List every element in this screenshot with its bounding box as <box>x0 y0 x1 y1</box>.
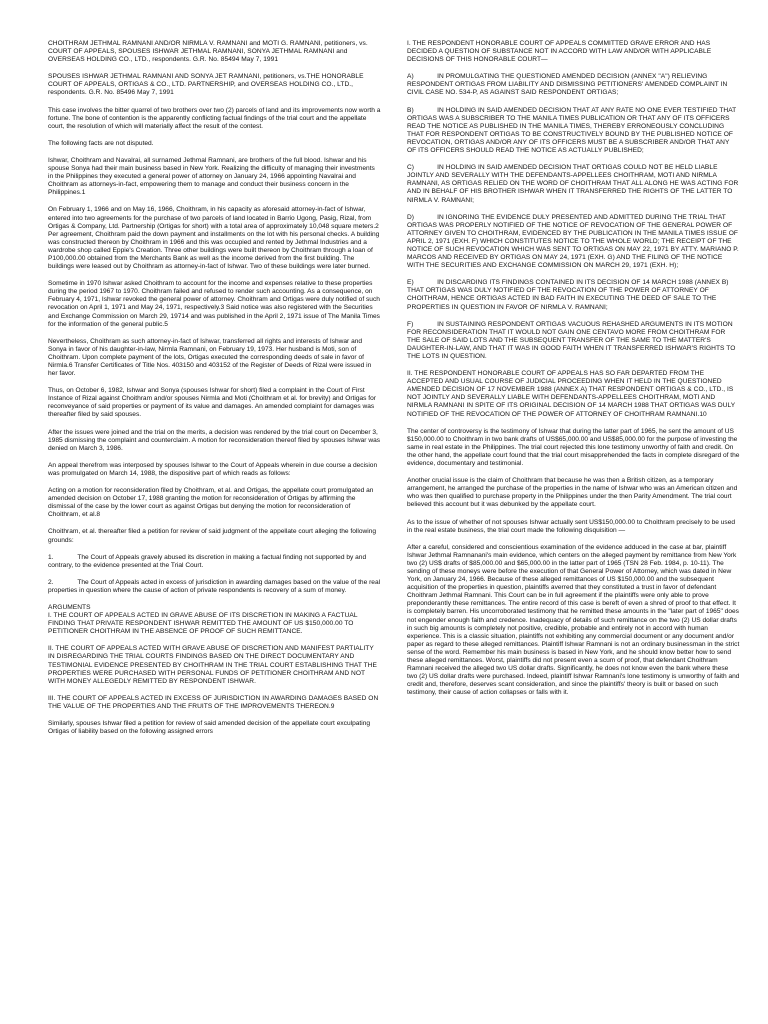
right-column <box>407 40 740 1024</box>
arguments-2: II. THE COURT OF APPEALS ACTED WITH GRAVE ABUSE OF DISCRETION AND MANIFEST PARTIALITY IN DISREGARDING THE TRIAL COURTS FINDINGS BASED ON THE DIRECT DOCUMENTARY AND TESTIMONIAL EVIDENCE PRESENTED BY CHOITHRAM IN THE TRIAL COURT ESTABLISHING THAT THE PROPERTIES WERE PURCHASED WITH PERSONAL FUNDS OF PETITIONER CHOITHRAM AND NOT WITH MONEY ALLEGEDLY REMITTED BY RESPONDENT ISHWAR. <box>48 645 379 685</box>
paragraph-controversy: The center of controversy is the testimony of Ishwar that during the latter part of 1965, he sent the amount of US $150,000.00 to Choithram in two bank drafts of US$65,000.00 and US$85,000.00 for the purpose of investing the same in real estate in the Philippines. The trial court rejected this lone testimony unworthy of faith and credit. On the other hand, the appellate court found that the trial court misapprehended the facts in complete disregard of the evidence, documentary and testimonial. <box>407 427 742 468</box>
ground-2: 2. The Court of Appeals acted in excess of jurisdiction in awarding damages based on the value of the real properties in question where the cause of action of private respondents is recovery of a sum of money. <box>48 578 382 594</box>
error-d: D) IN IGNORING THE EVIDENCE DULY PRESENTED AND ADMITTED DURING THE TRIAL THAT ORTIGAS WAS PROPERLY NOTIFIED OF THE NOTICE OF REVOCATION OF THE GENERAL POWER OF ATTORNEY GIVEN TO CHOITHRAM, EVIDENCED BY THE PUBLICATION IN THE MANILA TIMES ISSUE OF APRIL 2, 1971 (EXH. F) WHICH CONSTITUTES NOTICE TO THE WHOLE WORLD; THE RECEIPT OF THE NOTICE OF SUCH REVOCATION WHICH WAS SENT TO ORTIGAS ON MAY 22, 1971 BY ATTY. MARIANO P. MARCOS AND RECEIVED BY ORTIGAS ON MAY 24, 1971 (EXH. G) AND THE FILING OF THE NOTICE WITH THE SECURITIES AND EXCHANGE COMMISSION ON MARCH 29, 1971 (EXH. H); <box>407 213 741 270</box>
paragraph-brothers: Ishwar, Choithram and Navalrai, all surnamed Jethmal Ramnani, are brothers of the full blood. Ishwar and his spouse Sonya had their main business based in New York. Realizing the difficulty of managing their investments in the Philippines they executed a general power of attorney on January 24, 1966 appointing Navalrai and Choithram as attorneys-in-fact, empowering them to manage and conduct their business concern in the Philippines.1 <box>48 156 377 197</box>
error-f: F) IN SUSTAINING RESPONDENT ORTIGAS VACUOUS REHASHED ARGUMENTS IN ITS MOTION FOR RECONSIDERATION THAT IT WOULD NOT GAIN ONE CENTAVO MORE FROM CHOITHRAM FOR THE SALE OF SAID LOTS AND THE SUBSEQUENT TRANSFER OF THE SAME TO THE MATTER'S DAUGHTER-IN-LAW, AND THAT IT WAS IN GOOD FAITH WHEN IT TRANSFERRED ISHWAR'S RIGHTS TO THE LOTS IN QUESTION. <box>407 320 738 360</box>
paragraph-undisputed: The following facts are not disputed. <box>48 139 154 147</box>
error-b: B) IN HOLDING IN SAID AMENDED DECISION THAT AT ANY RATE NO ONE EVER TESTIFIED THAT ORTIGAS WAS A SUBSCRIBER TO THE MANILA TIMES PUBLICATION OR THAT ANY OF ITS OFFICERS READ THE NOTICE AS PUBLISHED IN THE MANILA TIMES, THEREBY ERRONEOUSLY CONCLUDING THAT FOR RESPONDENT ORTIGAS TO BE CONSTRUCTIVELY BOUND BY THE PUBLISHED NOTICE OF REVOCATION, ORTIGAS AND/OR ANY OF ITS OFFICERS MUST BE A SUBSCRIBER AND/OR THAT ANY OF ITS OFFICERS SHOULD READ THE NOTICE AS ACTUALLY PUBLISHED; <box>407 106 739 155</box>
case-caption-85496: SPOUSES ISHWAR JETHMAL RAMNANI AND SONYA JET RAMNANI, petitioners, vs.THE HONORABLE COURT OF APPEALS, ORTIGAS & CO., LTD. PARTNERSHIP, and OVERSEAS HOLDING CO., LTD., respondents. G.R. No. 85496 May 7, 1991 <box>48 73 366 97</box>
error-ii: II. THE RESPONDENT HONORABLE COURT OF APPEALS HAS SO FAR DEPARTED FROM THE ACCEPTED AND USUAL COURSE OF JUDICIAL PROCEEDING WHEN IT HELD IN THE QUESTIONED AMENDED DECISION OF 17 NOVEMBER 1988 (ANNEX A) THAT RESPONDENT ORTIGAS & CO., LTD., IS NOT JOINTLY AND SEVERALLY LIABLE WITH DEFENDANTS-APPELLEES CHOITHRAM, MOTI AND NIRMLA RAMNANI IN SPITE OF ITS ORIGINAL DECISION OF 14 MARCH 1988 THAT ORTIGAS WAS DULY NOTIFIED OF THE REVOCATION OF THE POWER OF ATTORNEY OF CHOITHRAM RAMNANI.10 <box>407 370 738 418</box>
error-a: A) IN PROMULGATING THE QUESTIONED AMENDED DECISION (ANNEX "A") RELIEVING RESPONDENT ORTIGAS FROM LIABILITY AND DISMISSING PETITIONERS' AMENDED COMPLAINT IN CIVIL CASE NO. 534-P, AS AGAINST SAID RESPONDENT ORTIGAS; <box>407 73 730 97</box>
paragraph-amended-decision: Acting on a motion for reconsideration filed by Choithram, et al. and Ortigas, the appellate court promulgated an amended decision on October 17, 1988 granting the motion for reconsideration of Ortigas by affirming the dismissal of the case by the lower court as against Ortigas but denying the motion for reconsideration of Choithram, et al.8 <box>48 487 376 519</box>
paragraph-citizenship: Another crucial issue is the claim of Choithram that because he was then a British citizen, as a temporary arrangement, he arranged the purchase of the properties in the name of Ishwar who was an American citizen and who was then qualified to purchase property in the Philippines under the then Parity Amendment. The trial court believed this account but it was debunked by the appellate court. <box>407 477 740 509</box>
error-e: E) IN DISCARDING ITS FINDINGS CONTAINED IN ITS DECISION OF 14 MARCH 1988 (ANNEX B) THAT ORTIGAS WAS DULY NOTIFIED OF THE REVOCATION OF THE POWER OF ATTORNEY OF CHOITHRAM, HENCE ORTIGAS ACTED IN BAD FAITH IN EXECUTING THE DEED OF SALE TO THE PROPERTIES IN QUESTION IN FAVOR OF NIRMLA V. RAMNANI; <box>407 279 731 311</box>
paragraph-disquisition: After a careful, considered and conscientious examination of the evidence adduced in the case at bar, plaintiff Ishwar Jethmal Ramnanani's main evidence, which centers on the alleged payment by remittance from New York two (2) US$ drafts of $85,000.00 and $65,000.00 in the latter part of 1965 (TSN 28 Feb. 1984, p. 10-11). The sending of these moneys were before the execution of that General Power of Attorney, which was dated in New York, on January 24, 1966. Because of these alleged remittances of US $150,000.00 and the subsequent acquisition of the properties in question, plaintiffs averred that they constituted a trust in favor of defendant Choithram Jethmal Ramnani. This Court can be in full agreement if the plaintiffs were only able to prove preponderantly these remittances. The entire record of this case is bereft of even a shred of proof to that effect. It is completely barren. His uncorroborated testimony that he remitted these amounts in the "later part of 1965" does not engender enough faith and credence. Inadequacy of details of such remittance on the two (2) US dollar drafts in such big amounts is completely not positive, credible, probable and entirely not in accord with human experience. This is a classic situation, plaintiffs not exhibiting any commercial document or any document and/or paper as regard to these alleged remittances. Plaintiff Ishwar Ramnani is not an ordinary businessman in the strict sense of the word. Remember his main business is based in New York, and he should know better how to send these alleged remittances. Worst, plaintiffs did not present even a scum of proof, that defendant Choithram Ramnani received the alleged two US dollar drafts. Significantly, he does not know even the bank where these two (2) US dollar drafts were purchased. Indeed, plaintiff Ishwar Ramnani's lone testimony is unworthy of faith and credit and, therefore, deserves scant consideration, and since the plaintiffs' theory is built or based on such testimony, their cause of action collapses or falls with it. <box>407 543 742 697</box>
paragraph-assigned-errors: Similarly, spouses Ishwar filed a petition for review of said amended decision of the appellate court exculpating Ortigas of liability based on the following assigned errors <box>48 720 372 736</box>
error-i: I. THE RESPONDENT HONORABLE COURT OF APPEALS COMMITTED GRAVE ERROR AND HAS DECIDED A QUESTION OF SUBSTANCE NOT IN ACCORD WITH LAW AND/OR WITH APPLICABLE DECISIONS OF THIS HONORABLE COURT— <box>407 40 714 64</box>
left-column <box>48 40 381 1024</box>
paragraph-disquisition-intro: As to the issue of whether of not spouses Ishwar actually sent US$150,000.00 to Choithram precisely to be used in the real estate business, the trial court made the following disquisition — <box>407 518 737 534</box>
error-c: C) IN HOLDING IN SAID AMENDED DECISION THAT ORTIGAS COULD NOT BE HELD LIABLE JOINTLY AND SEVERALLY WITH THE DEFENDANTS-APPELLEES CHOITHRAM, MOTI AND NIRMLA RAMNANI, AS ORTIGAS RELIED ON THE WORD OF CHOITHRAM THAT ALL ALONG HE WAS ACTING FOR AND IN BEHALF OF HIS BROTHER ISHWAR WHEN IT TRANSFERRED THE RIGHTS OF THE LATTER TO NIRMLA V. RAMNANI; <box>407 164 740 204</box>
paragraph-transfer: Nevertheless, Choithram as such attorney-in-fact of Ishwar, transferred all rights and interests of Ishwar and Sonya in favor of his daughter-in-law, Nirmla Ramnani, on February 19, 1973. Her husband is Moti, son of Choithram. Upon complete payment of the lots, Ortigas executed the corresponding deeds of sale in favor of Nirmla.6 Transfer Certificates of Title Nos. 403150 and 403152 of the Register of Deeds of Rizal were issued in her favor. <box>48 337 374 378</box>
case-caption-85494: CHOITHRAM JETHMAL RAMNANI AND/OR NIRMLA V. RAMNANI and MOTI G. RAMNANI, petitioners, vs. COURT OF APPEALS, SPOUSES ISHWAR JETHMAL RAMNANI, SONYA JETHMAL RAMNANI and OVERSEAS HOLDING CO., LTD., respondents. G.R. No. 85494 May 7, 1991 <box>48 40 370 64</box>
paragraph-trial-decision: After the issues were joined and the trial on the merits, a decision was rendered by the trial court on December 3, 1985 dismissing the complaint and counterclaim. A motion for reconsideration thereof filed by spouses Ishwar was denied on March 3, 1986. <box>48 428 382 452</box>
paragraph-appeal: An appeal therefrom was interposed by spouses Ishwar to the Court of Appeals wherein in due course a decision was promulgated on March 14, 1988, the dispositive part of which reads as follows: <box>48 461 379 477</box>
paragraph-revocation: Sometime in 1970 Ishwar asked Choithram to account for the income and expenses relative to these properties during the period 1967 to 1970. Choithram failed and refused to render such accounting. As a consequence, on February 4, 1971, Ishwar revoked the general power of attorney. Choithram and Ortigas were duly notified of such revocation on April 1, 1971 and May 24, 1971, respectively.3 Said notice was also registered with the Securities and Exchange Commission on March 29, 19714 and was published in the April 2, 1971 issue of The Manila Times for the information of the general public.5 <box>48 280 382 328</box>
paragraph-complaint: Thus, on October 6, 1982, Ishwar and Sonya (spouses Ishwar for short) filed a complaint in the Court of First Instance of Rizal against Choithram and/or spouses Nirmla and Moti (Choithram et al. for brevity) and Ortigas for reconveyance of said properties or payment of its value and damages. An amended complaint for damages was thereafter filed by said spouses. <box>48 387 378 419</box>
paragraph-intro: This case involves the bitter quarrel of two brothers over two (2) parcels of land and its improvements now worth a fortune. The bone of contention is the apparently conflicting factual findings of the trial court and the appellate court, the resolution of which will materially affect the result of the contest. <box>48 106 383 130</box>
arguments-1: ARGUMENTS I. THE COURT OF APPEALS ACTED IN GRAVE ABUSE OF ITS DISCRETION IN MAKING A FACTUAL FINDING THAT PRIVATE RESPONDENT ISHWAR REMITTED THE AMOUNT OF US $150,000.00 TO PETITIONER CHOITHRAM IN THE ABSENCE OF PROOF OF SUCH REMITTANCE. <box>48 603 358 636</box>
paragraph-petition: Choithram, et al. thereafter filed a petition for review of said judgment of the appellate court alleging the following grounds: <box>48 528 378 544</box>
arguments-3: III. THE COURT OF APPEALS ACTED IN EXCESS OF JURISDICTION IN AWARDING DAMAGES BASED ON THE VALUE OF THE PROPERTIES AND THE FRUITS OF THE IMPROVEMENTS THEREON.9 <box>48 694 381 710</box>
ground-1: 1. The Court of Appeals gravely abused its discretion in making a factual finding not supported by and contrary, to the evidence presented at the Trial Court. <box>48 553 368 569</box>
paragraph-purchase: On February 1, 1966 and on May 16, 1966, Choithram, in his capacity as aforesaid attorney-in-fact of Ishwar, entered into two agreements for the purchase of two parcels of land located in Barrio Ugong, Pasig, Rizal, from Ortigas & Company, Ltd. Partnership (Ortigas for short) with a total area of approximately 10,048 square meters.2 Per agreement, Choithram paid the down payment and installments on the lot with his personal checks. A building was constructed thereon by Choithram in 1966 and this was occupied and rented by Jethmal Industries and a wardrobe shop called Eppie's Creation. Three other buildings were built thereon by Choithram through a loan of P100,000.00 obtained from the Merchants Bank as well as the income derived from the first building. The buildings were leased out by Choithram as attorney-in-fact of Ishwar. Two of these buildings were later burned. <box>48 206 382 271</box>
